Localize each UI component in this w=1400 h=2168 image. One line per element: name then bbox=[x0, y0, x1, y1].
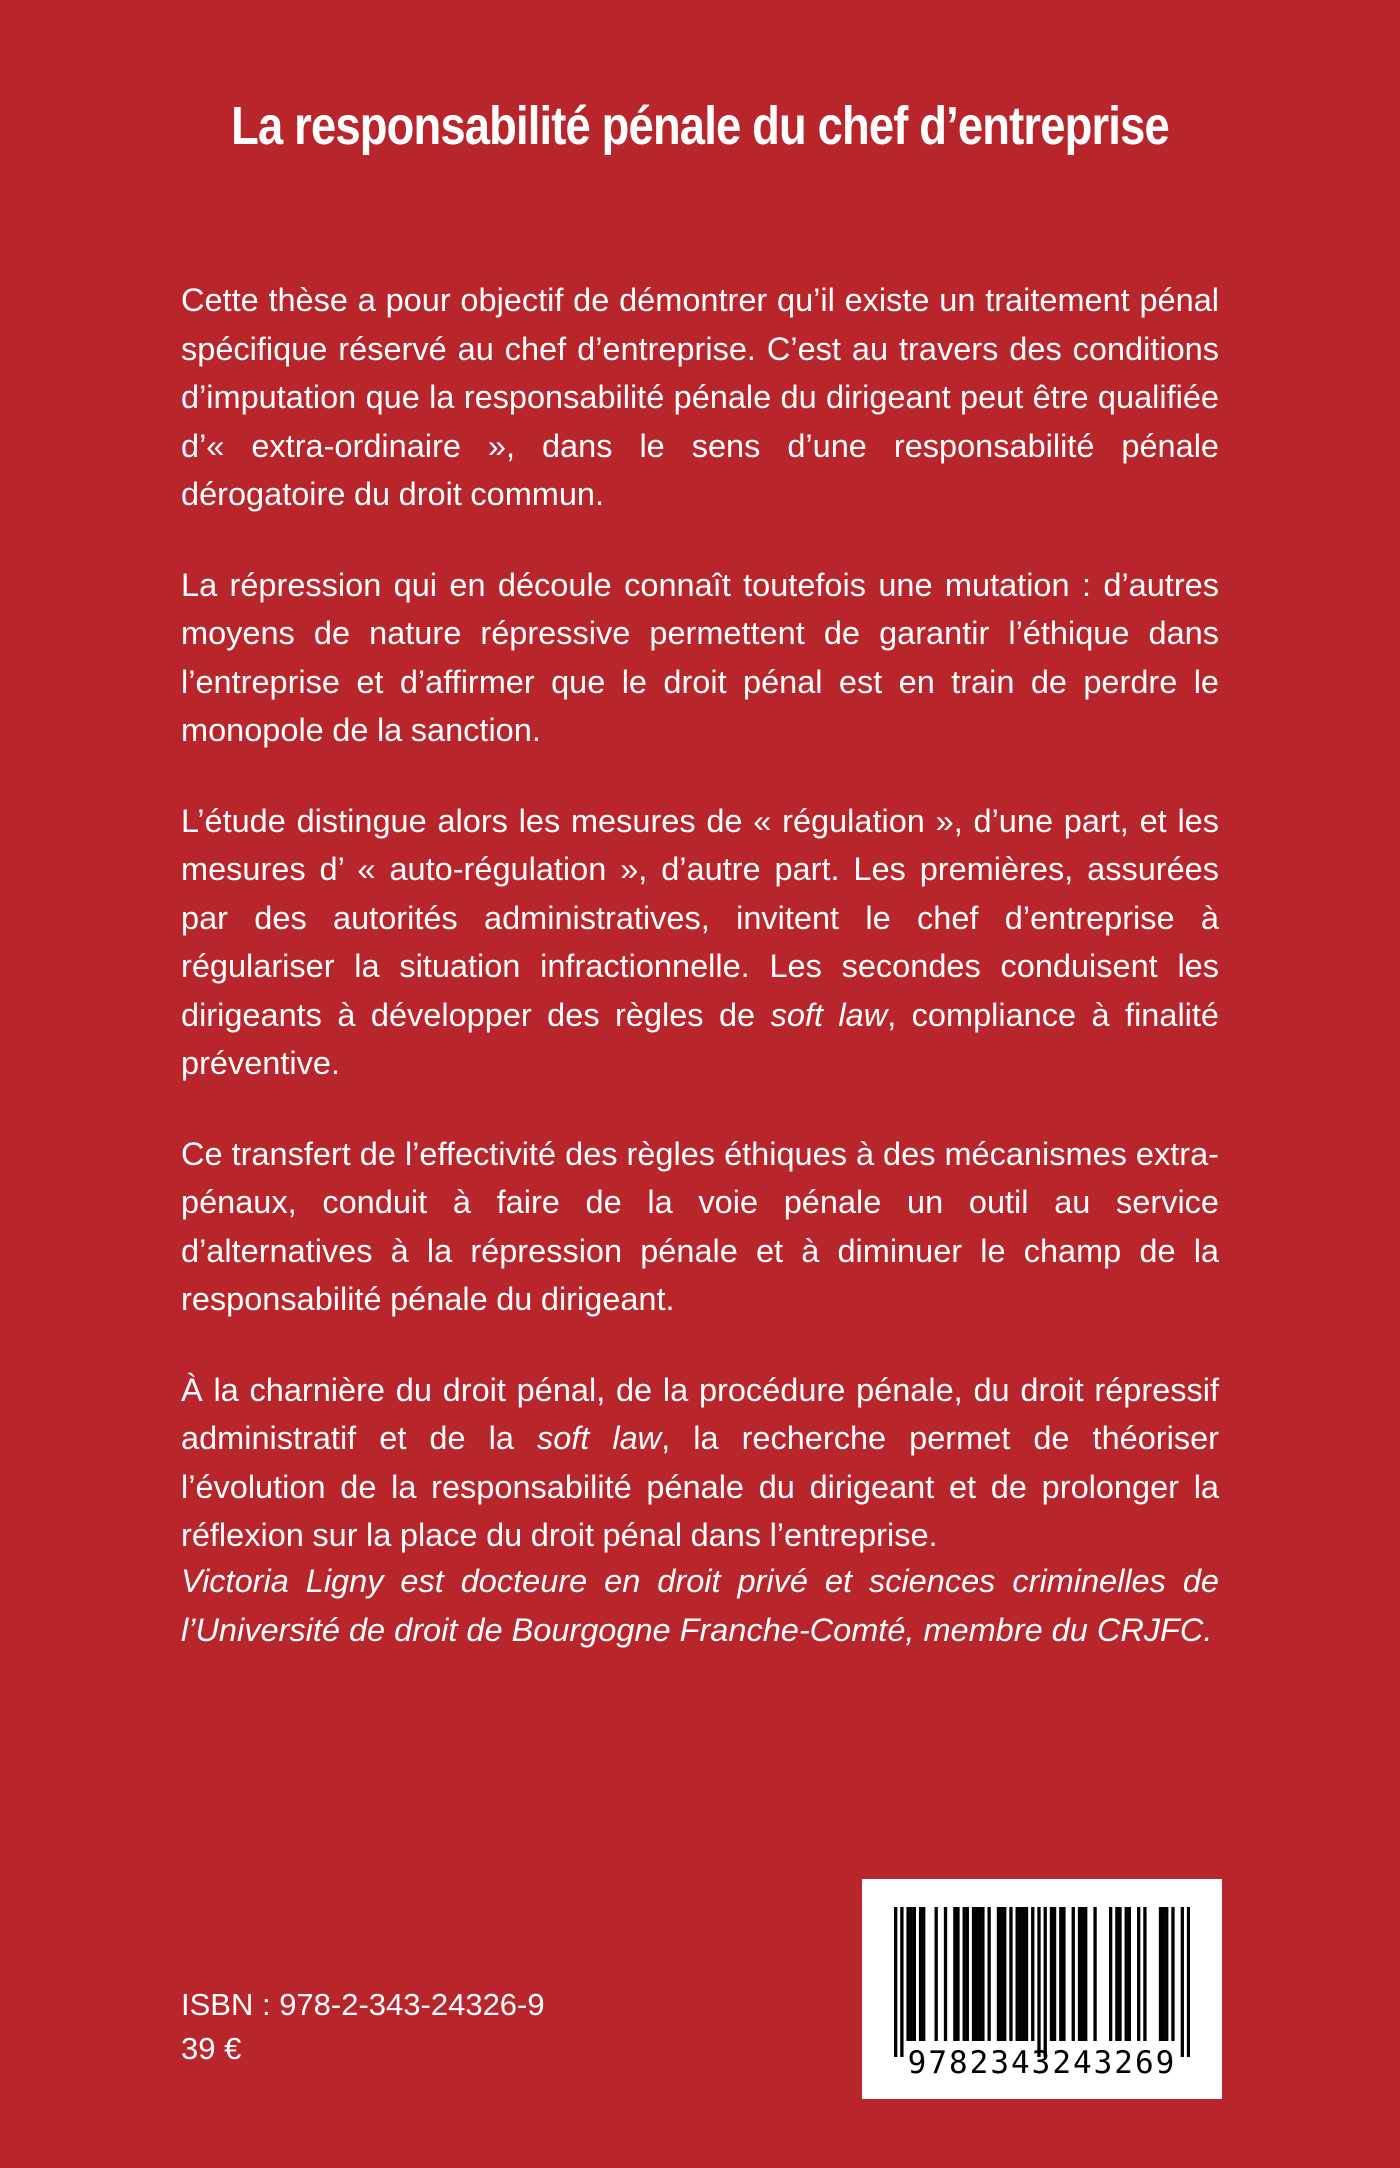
summary-paragraph-1 bbox=[181, 276, 1219, 519]
barcode-bar bbox=[953, 1907, 956, 2041]
barcode-bar bbox=[1084, 1907, 1087, 2041]
paragraph-text: , compliance à finalité préventive. bbox=[181, 996, 1219, 1081]
barcode-bar bbox=[906, 1907, 909, 2041]
paragraph-text: , la recherche permet de théoriser l’évolution de la responsabilité pénale du dirigeant et de prolonger la réflexion sur la place du droit pénal dans l’entreprise. bbox=[181, 1420, 1219, 1553]
paragraph-text: La répression qui en découle connaît toutefois une mutation : d’autres moyens de nature répressive permettent de garantir l’éthique dans l’entreprise et d’affirmer que le droit pénal est en train de perdre le monopole de la sanction. bbox=[181, 566, 1219, 748]
barcode-bar bbox=[1053, 1907, 1056, 2041]
barcode-bar bbox=[966, 1907, 969, 2041]
barcode-bar bbox=[1187, 1907, 1190, 2057]
barcode bbox=[862, 1879, 1222, 2099]
barcode-bar bbox=[981, 1907, 984, 2041]
barcode-bar bbox=[1115, 1907, 1118, 2041]
barcode-bar bbox=[1000, 1907, 1003, 2041]
barcode-bar bbox=[1125, 1907, 1128, 2041]
barcode-bar bbox=[1050, 1907, 1053, 2041]
barcode-bar bbox=[1162, 1907, 1165, 2041]
barcode-bar bbox=[1081, 1907, 1084, 2041]
barcode-bar bbox=[1016, 1907, 1019, 2041]
barcode-bar bbox=[1003, 1907, 1006, 2041]
barcode-bar bbox=[987, 1907, 990, 2041]
summary-paragraph-2 bbox=[181, 561, 1219, 755]
barcode-bar bbox=[1093, 1907, 1096, 2041]
paragraph-text: Ce transfert de l’effectivité des règles éthiques à des mécanismes extra-pénaux, conduit à faire de la voie pénale un outil au service d’alternatives à la répression pénale et à diminuer le champ de la responsabilité pénale du dirigeant. bbox=[181, 1135, 1219, 1317]
paragraph-text: À la charnière du droit pénal, de la procédure pénale, du droit répressif administratif et de la bbox=[181, 1371, 1219, 1456]
isbn-label: ISBN : 978-2-343-24326-9 bbox=[181, 1987, 545, 2022]
barcode-bars-icon bbox=[894, 1907, 1190, 2057]
barcode-bar bbox=[1022, 1907, 1025, 2041]
italic-term: soft law bbox=[536, 1420, 662, 1456]
barcode-bar bbox=[935, 1907, 938, 2041]
barcode-bar bbox=[1059, 1907, 1062, 2041]
barcode-bar bbox=[975, 1907, 978, 2041]
barcode-bar bbox=[913, 1907, 916, 2041]
barcode-bar bbox=[1128, 1907, 1131, 2041]
barcode-bar bbox=[997, 1907, 1000, 2041]
paragraph-text: Cette thèse a pour objectif de démontrer qu’il existe un traitement pénal spécifique réservé au chef d’entreprise. C’est au travers des conditions d’imputation que la responsabilité pénale du dirigeant peut être qualifiée d’« extra-ordinaire », dans le sens d’une responsabilité pénale dérogatoire du droit commun. bbox=[181, 282, 1219, 512]
book-title: La responsabilité pénale du chef d’entreprise bbox=[231, 96, 1169, 156]
barcode-digits: 9782343243269 bbox=[907, 2045, 1177, 2081]
barcode-bar bbox=[1118, 1907, 1121, 2041]
barcode-bar bbox=[1109, 1907, 1112, 2041]
italic-term: soft law bbox=[770, 996, 888, 1033]
barcode-bar bbox=[922, 1907, 925, 2041]
barcode-bar bbox=[1165, 1907, 1168, 2041]
barcode-bar bbox=[956, 1907, 959, 2041]
barcode-bar bbox=[919, 1907, 922, 2041]
barcode-bar bbox=[900, 1907, 903, 2057]
paragraph-text: L’étude distingue alors les mesures de « régulation », d’une part, et les mesures d’ « auto-régulation », d’autre part. Les premières, assurées par des autorités administratives, invitent le chef d’entreprise à régulariser la situation infractionnelle. Les secondes conduisent les dirigeants à développer des règles de bbox=[181, 802, 1219, 1033]
price-label: 39 € bbox=[181, 2031, 242, 2066]
barcode-bar bbox=[1078, 1907, 1081, 2041]
barcode-bar bbox=[1137, 1907, 1140, 2041]
barcode-bar bbox=[1044, 1907, 1047, 2057]
summary-paragraph-5 bbox=[181, 1366, 1219, 1560]
barcode-bar bbox=[1037, 1907, 1040, 2057]
summary-paragraph-4 bbox=[181, 1130, 1219, 1324]
barcode-bar bbox=[944, 1907, 947, 2041]
barcode-bar bbox=[1072, 1907, 1075, 2041]
barcode-bar bbox=[910, 1907, 913, 2041]
barcode-bar bbox=[1181, 1907, 1184, 2057]
barcode-bar bbox=[1031, 1907, 1034, 2041]
barcode-bar bbox=[963, 1907, 966, 2041]
barcode-bar bbox=[978, 1907, 981, 2041]
barcode-bar bbox=[972, 1907, 975, 2041]
barcode-bar bbox=[1019, 1907, 1022, 2041]
barcode-bar bbox=[1143, 1907, 1146, 2041]
summary-text bbox=[181, 276, 1219, 1602]
barcode-bar bbox=[1062, 1907, 1065, 2041]
barcode-bar bbox=[894, 1907, 897, 2057]
barcode-bar bbox=[1025, 1907, 1028, 2041]
barcode-bar bbox=[1009, 1907, 1012, 2041]
author-note: Victoria Ligny est docteure en droit privé et sciences criminelles de l’Université de droit de Bourgogne Franche-Comté, membre du CRJFC. bbox=[181, 1563, 1219, 1648]
barcode-bar bbox=[1159, 1907, 1162, 2041]
summary-paragraph-3 bbox=[181, 797, 1219, 1088]
barcode-bar bbox=[1171, 1907, 1174, 2041]
